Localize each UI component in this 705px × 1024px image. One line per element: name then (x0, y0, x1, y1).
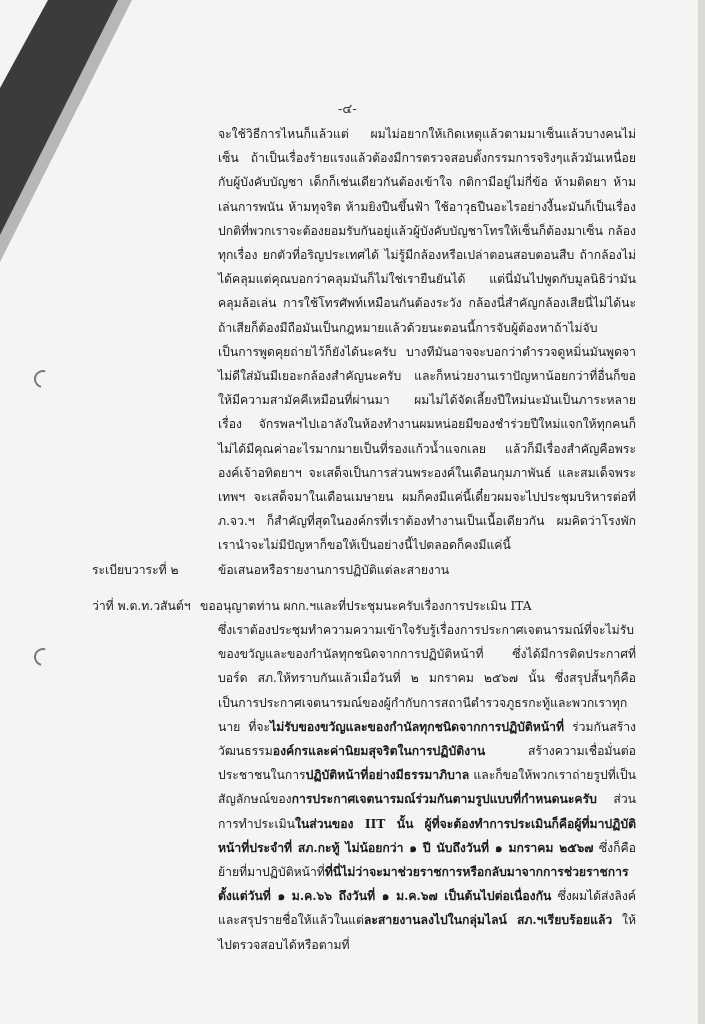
agenda-item-title: ข้อเสนอหรือรายงานการปฏิบัติแต่ละสายงาน (218, 563, 450, 577)
binder-hole-mark (31, 367, 56, 392)
agenda-item-label: ระเบียบวาระที่ ๒ (92, 563, 179, 577)
p2-bold: ละสายงานลงไปในกลุ่มไลน์ สภ.ฯเรียบร้อยแล้ว (363, 913, 613, 928)
p2-text: ส่วนการทำประเมิน (218, 792, 636, 831)
p2-bold: องค์กรและค่านิยมสุจริตในการปฏิบัติงาน (272, 744, 486, 759)
p2-bold: การประกาศเจตนารมณ์ร่วมกันตามรูปแบบที่กำหนดนะครับ (291, 792, 597, 807)
p2-text: ร่วมกันสร้างวัฒนธรรม (218, 719, 636, 759)
p2-bold: วันที่ ๑ ม.ค.๖๗ เป็นต้นไปต่อเนื่องกัน (351, 889, 552, 904)
p2-bold: ในส่วนของ IIT นั้น (295, 816, 414, 831)
p2-text: สร้างความเชื่อมั่นต่อประชาชนในการ (218, 744, 636, 783)
p2-text (413, 817, 424, 831)
p2-bold: ผู้ที่จะต้องทำการประเมินก็คือผู้ที่มาปฏิบัติหน้าที่ประจำที่ สภ. (218, 816, 636, 855)
speaker-label: ว่าที่ พ.ต.ท.วสันต์ฯ (92, 599, 191, 613)
p2-text: และก็ขอให้พวกเราถ่ายรูปที่เป็นสัญลักษณ์ของ (218, 768, 636, 807)
p2-bold: ปฏิบัติหน้าที่อย่างมีธรรมาภิบาล (305, 768, 470, 783)
p2-bold: กะทู้ ไม่น้อยกว่า ๑ ปี นับถึงวันที่ ๑ มกราคม ๒๕๖๗ (317, 840, 594, 855)
binder-hole-mark (31, 645, 56, 670)
p2-text: ให้ไปตรวจสอบได้หรือตามที่ (218, 913, 636, 952)
continuation-text: จะใช้วิธีการไหนก็แล้วแต่ ผมไม่อยากให้เกิดเหตุแล้วตามมาเซ็นแล้วบางคนไม่เซ็น ถ้าเป็นเรื่องร้ายแรงแล้วต้องมีการตรวจสอบตั้งกรรมการจริงๆแล้วมันเหนื่อยกับผู้บังคับบัญชา เด็กก็เช่นเดียวกันต้องเข้าใจ กติกามีอยู่ไม่กี่ข้อ ห้ามติดยา ห้ามเล่นการพนัน ห้ามทุจริต ห้ามยิงปืนขึ้นฟ้า ใช้อาวุธปืนอะไรอย่างงี้นะมันก็เป็นเรื่องปกติที่พวกเราจะต้องยอมรับกันอยู่แล้วผู้บังคับบัญชาโทรให้เซ็นก็ต้องมาเซ็น กล้องทุกเรื่อง ยกตัวที่อริญประเทศได้ ไม่รู้มีกล้องหรือเปล่าตอนสอบตอนสืบ ถ้ากล้องไม่ได้คลุมแต่คุณบอกว่าคลุมมันก็ไม่ใช่เรายืนยันได้ แต่นี่มันไปพูดกับมูลนิธิว่ามันคลุมล้อเล่น การใช้โทรศัพท์เหมือนกันต้องระวัง กล้องนี่สำคัญกล้องเสียนี่ไม่ได้นะ ถ้าเสียก็ต้องมีถือมันเป็นกฎหมายแล้วด้วยนะตอนนี้การจับผู้ต้องหาถ้าไม่จับเป็นการพูดคุยถ่ายไว้ก็ยังได้นะครับ บางทีมันอาจจะบอกว่าตำรวจดูหมิ่นมันพูดจาไม่ดีใส่มันมีเยอะกล้องสำคัญนะครับ และก็หน่วยงานเราปัญหาน้อยกว่าที่อื่นก็ขอให้มีความสามัคคีเหมือนที่ผ่านมา ผมไม่ได้จัดเลี้ยงปีใหม่นะมันเป็นภาระหลายเรื่อง จักรพลฯไปเอาลังในห้องทำงานผมหน่อยมีของชำร่วยปีใหม่แจกให้ทุกคนก็ไม่ได้มีคุณค่าอะไรมากมายเป็นที่รองแก้วน้ำแจกเลย แล้วก็มีเรื่องสำคัญคือพระองค์เจ้าอทิตยาฯ จะเสด็จเป็นการส่วนพระองค์ในเดือนกุมภาพันธ์ และสมเด็จพระเทพฯ จะเสด็จมาในเดือนเมษายน ผมก็คงมีแค่นี้เดี๋ยวผมจะไปประชุมบริหารต่อที่ ภ.จว.ฯ ก็สำคัญที่สุดในองค์กรที่เราต้องทำงานเป็นเนื้อเดียวกัน ผมคิดว่าโรงพักเรานำจะไม่มีปัญหาก็ขอให้เป็นอย่างนี้ไปตลอดก็คงมีแค่นี้ (218, 127, 636, 553)
p2-bold: ที่นี่ไม่ว่าจะมาช่วยราชการหรือกลับมาจากการช่วยราชการตั้งแต่วันที่ ๑ ม.ค.๖๖ ถึง (218, 865, 629, 904)
page-number: -๔- (338, 102, 357, 117)
p2-text: ซึ่งก็คือย้ายที่มาปฏิบัติหน้าที่ (218, 840, 636, 880)
p2-bold: ไม่รับของขวัญและของกำนัลทุกชนิดจากการปฏิบัติหน้าที่ (270, 719, 565, 734)
p2-text: ซึ่งผมได้ส่งลิงค์และสรุปรายชื่อให้แล้วในแต่ (218, 889, 636, 928)
speaker-paragraph (218, 618, 636, 957)
p2-text: ซึ่งเราต้องประชุมทำความความเข้าใจรับรู้เรื่องการประกาศเจตนารมณ์ที่จะไม่รับของขวัญและของกำนัลทุกชนิดจากการปฏิบัติหน้าที่ ซึ่งได้มีการติดประกาศที่บอร์ด สภ.ให้ทราบกันแล้วเมื่อวันที่ ๒ มกราคม ๒๕๖๗ นั้น ซึ่งสรุปสั้นๆก็คือเป็นการประกาศเจตนารมณ์ของผู้กำกับการสถานีตำรวจภูธรกะทู้และพวกเราทุกนาย ที่จะ (218, 623, 636, 734)
continuation-paragraph (218, 122, 636, 558)
speaker-intro: ขออนุญาตท่าน ผกก.ฯและที่ประชุมนะครับเรื่องการประเมิน ITA (200, 599, 532, 613)
